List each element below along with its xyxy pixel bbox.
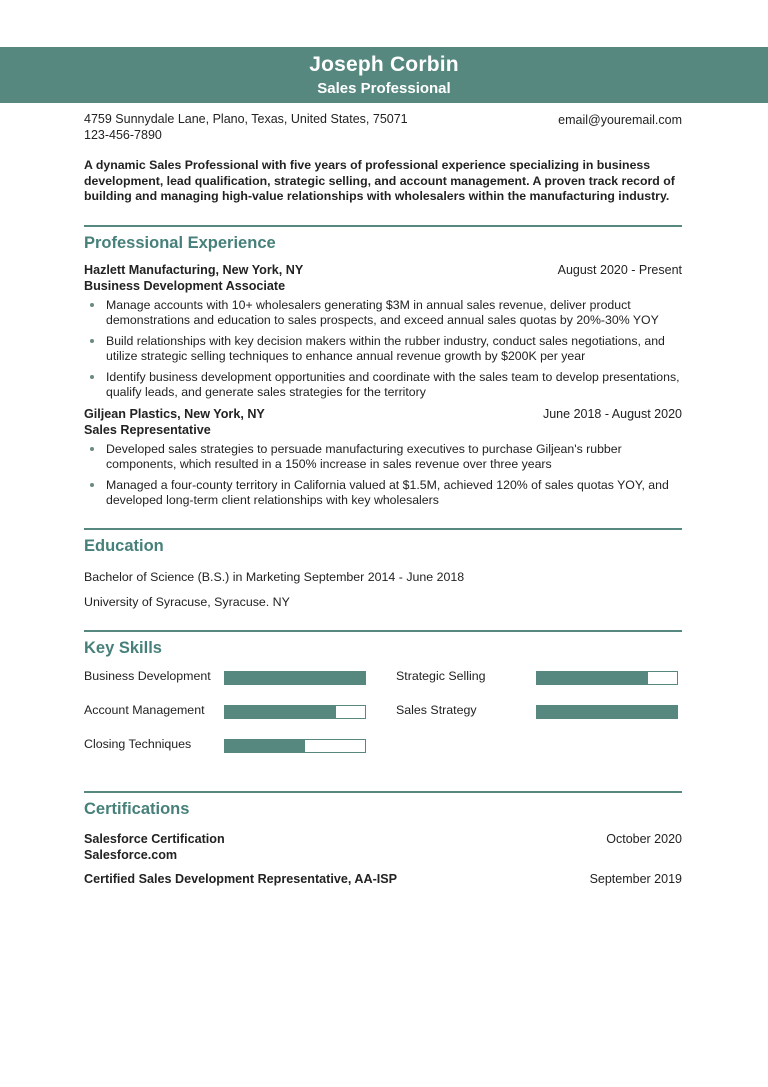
contact-block — [84, 103, 682, 143]
section-title-experience: Professional Experience — [84, 233, 276, 252]
bullet-dot-icon — [90, 375, 94, 379]
section-certifications — [84, 791, 682, 887]
certification-entry-header — [84, 871, 682, 887]
experience-entry-header — [84, 406, 682, 422]
experience-bullet-text: Build relationships with key decision makers within the rubber industry, conduct sales negotiations, and utilize strategic selling techniques to enhance annual revenue growth by $200K per year — [106, 333, 665, 363]
bullet-dot-icon — [90, 447, 94, 451]
skills-grid — [84, 669, 682, 771]
bullet-dot-icon — [90, 303, 94, 307]
certification-entry — [84, 831, 682, 863]
skill-bar-cell — [536, 669, 682, 703]
skill-label: Strategic Selling — [396, 668, 486, 683]
skill-label: Business Development — [84, 668, 211, 683]
skill-level-fill — [537, 706, 677, 718]
skill-bar-cell — [224, 737, 370, 771]
experience-bullet-list — [84, 298, 682, 400]
skill-level-fill — [225, 672, 365, 684]
skill-label: Closing Techniques — [84, 736, 192, 751]
certification-date: October 2020 — [606, 831, 682, 846]
section-professional-experience — [84, 225, 682, 508]
experience-bullet — [84, 334, 682, 364]
certification-issuer: Salesforce.com — [84, 847, 178, 862]
skill-bar-cell — [536, 703, 682, 737]
experience-bullet — [84, 478, 682, 508]
experience-entry — [84, 406, 682, 508]
contact-address: 4759 Sunnydale Lane, Plano, Texas, United States, 75071 — [84, 112, 408, 126]
certification-entry-header — [84, 831, 682, 847]
skill-label: Sales Strategy — [396, 702, 477, 717]
section-title-skills: Key Skills — [84, 638, 162, 657]
skill-label: Account Management — [84, 702, 205, 717]
skill-level-bar — [536, 705, 678, 719]
resume-header-band — [0, 47, 768, 103]
skill-level-bar — [224, 671, 366, 685]
experience-bullet — [84, 298, 682, 328]
experience-entry-header — [84, 262, 682, 278]
section-title-education: Education — [84, 536, 164, 555]
experience-bullet-text: Developed sales strategies to persuade manufacturing executives to purchase Giljean's rubber components, which resulted in a 150% increase in sales revenue over three years — [106, 441, 622, 471]
experience-organization: Giljean Plastics, New York, NY — [84, 406, 265, 421]
candidate-role: Sales Professional — [317, 80, 451, 97]
skill-level-bar — [536, 671, 678, 685]
section-education — [84, 528, 682, 610]
bullet-dot-icon — [90, 339, 94, 343]
skill-bar-cell — [224, 703, 370, 737]
certification-entry — [84, 871, 682, 887]
experience-job-title: Sales Representative — [84, 422, 211, 437]
experience-bullet-list — [84, 442, 682, 508]
contact-left-column — [84, 111, 408, 143]
experience-entry — [84, 262, 682, 400]
skill-level-bar — [224, 739, 366, 753]
skill-level-fill — [537, 672, 648, 684]
skill-bar-cell — [224, 669, 370, 703]
certification-name: Certified Sales Development Representative, AA-ISP — [84, 871, 398, 886]
experience-bullet — [84, 442, 682, 472]
professional-summary: A dynamic Sales Professional with five years of professional experience specializing in business development, lead qualification, strategic selling, and account management. A proven track record of building and managing high-value relationships with wholesalers within the manufacturing industry. — [84, 158, 675, 203]
resume-body — [84, 103, 682, 887]
skill-level-fill — [225, 706, 336, 718]
experience-organization: Hazlett Manufacturing, New York, NY — [84, 262, 304, 277]
skill-level-fill — [225, 740, 305, 752]
certification-name: Salesforce Certification — [84, 831, 225, 846]
candidate-name: Joseph Corbin — [309, 53, 459, 76]
skill-level-bar — [224, 705, 366, 719]
education-school-line: University of Syracuse, Syracuse. NY — [84, 594, 290, 609]
experience-bullet-text: Managed a four-county territory in California valued at $1.5M, achieved 120% of sales quotas YOY, and developed long-term client relationships with key wholesalers — [106, 477, 669, 507]
contact-email: email@youremail.com — [558, 113, 682, 127]
experience-bullet-text: Manage accounts with 10+ wholesalers generating $3M in annual sales revenue, deliver product demonstrations and education to sales prospects, and exceed annual sales quotas by 20%-30% YOY — [106, 297, 659, 327]
experience-bullet — [84, 370, 682, 400]
experience-date-range: June 2018 - August 2020 — [542, 406, 682, 421]
bullet-dot-icon — [90, 483, 94, 487]
section-title-certifications: Certifications — [84, 799, 190, 818]
education-degree-line: Bachelor of Science (B.S.) in Marketing September 2014 - June 2018 — [84, 569, 465, 584]
certification-date: September 2019 — [589, 871, 682, 886]
experience-job-title: Business Development Associate — [84, 278, 286, 293]
section-key-skills — [84, 630, 682, 771]
contact-phone: 123-456-7890 — [84, 128, 162, 142]
experience-date-range: August 2020 - Present — [557, 262, 682, 277]
experience-bullet-text: Identify business development opportunities and coordinate with the sales team to develop presentations, qualify leads, and generate sales strategies for the territory — [106, 369, 680, 399]
